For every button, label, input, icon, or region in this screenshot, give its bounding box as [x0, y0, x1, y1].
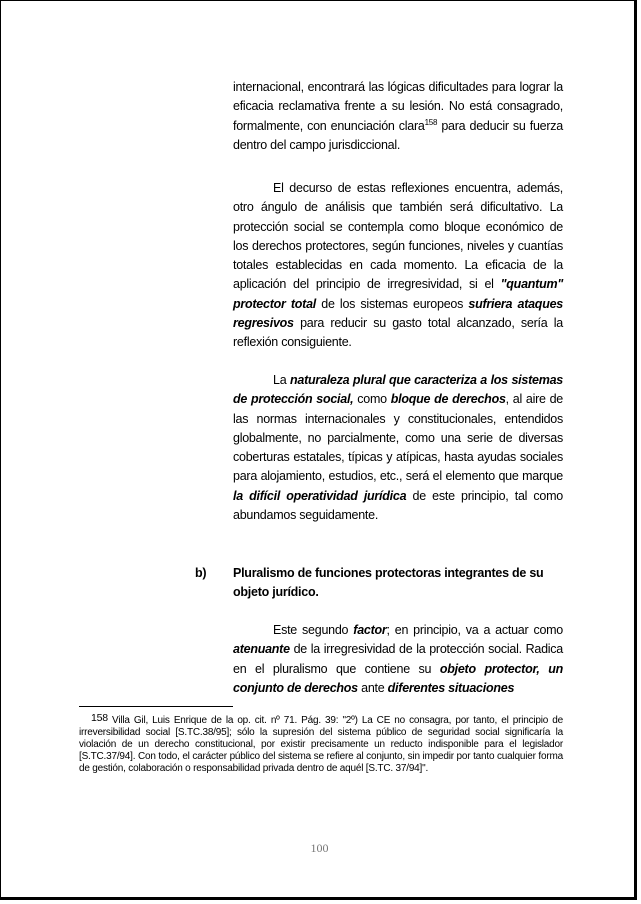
paragraph-2-text-c: para reducir su gasto total alcanzado, sería la reflexión consiguiente.	[233, 316, 563, 350]
footnote-text: Villa Gil, Luis Enrique de la op. cit. nº 71. Pág. 39: "2º) La CE no consagra, por tanto, el principio de irreversibilidad social [S.TC.38/95]; sólo la supresión del sistema público de seguridad social significaría la violación de un derecho constitucional, por existir precisamente un reducto indisponible para el legislador [S.TC.37/94]. Con todo, el carácter público del sistema se refiere al conjunto, sin impedir por tanto cualquier forma de gestión, colaboración o responsabilidad privada dentro de aquél [S.TC. 37/94]".	[79, 715, 563, 774]
paragraph-1-text-b: para deducir su fuerza dentro del campo jurisdiccional.	[233, 118, 563, 152]
paragraph-4	[233, 621, 563, 698]
paragraph-2	[233, 179, 563, 353]
paragraph-3-text-c: , al aire de las normas internacionales y constitucionales, entendidos globalmente, no parcialmente, como una serie de diversas coberturas estatales, típicas y atípicas, hasta ayudas sociales para alojamiento, estudios, etc., será el elemento que marque	[233, 392, 564, 484]
paragraph-4-text-b: ; en principio, va a actuar como	[386, 623, 564, 637]
section-marker: b)	[195, 566, 207, 580]
paragraph-4-emphasis-d: diferentes situaciones	[387, 680, 515, 695]
footnote	[79, 712, 563, 775]
paragraph-2-emphasis-a: "quantum" protector total	[233, 277, 563, 311]
paragraph-2-text-a: El decurso de estas reflexiones encuentra, además, otro ángulo de análisis que también será dificultativo. La protección social se contempla como bloque económico de los derechos protectores, según funciones, niveles y cuantías totales establecidas en cada momento. La eficacia de la aplicación del principio de irregresividad, si el	[233, 181, 563, 292]
paragraph-3-emphasis-a: naturaleza plural que caracteriza a los sistemas de protección social,	[233, 373, 563, 407]
paragraph-3-text-b: como	[353, 392, 391, 407]
paragraph-2-emphasis-b: sufriera ataques regresivos	[233, 296, 563, 331]
paragraph-4-emphasis-a: factor	[353, 623, 387, 637]
section-title: Pluralismo de funciones protectoras integrantes de su objeto jurídico.	[233, 566, 544, 600]
paragraph-3-emphasis-c: la difícil operatividad jurídica	[233, 488, 407, 503]
paragraph-3-emphasis-b: bloque de derechos	[390, 392, 506, 407]
paragraph-1-text-a: internacional, encontrará las lógicas dificultades para lograr la eficacia reclamativa frente a su lesión. No está consagrado, formalmente, con enunciación clara	[233, 80, 563, 133]
paragraph-1	[233, 78, 563, 155]
paragraph-3-text-d: de este principio, tal como abundamos seguidamente.	[233, 488, 563, 523]
footnote-reference[interactable]: 158	[424, 117, 438, 127]
paragraph-3-text-a: La	[273, 373, 290, 387]
page-number: 100	[310, 841, 329, 855]
paragraph-4-text-a: Este segundo	[273, 623, 354, 637]
paragraph-4-text-c: de la irregresividad de la protección social. Radica en el pluralismo que contiene su	[233, 642, 563, 676]
paragraph-4-emphasis-c: objeto protector, un conjunto de derechos	[233, 661, 563, 695]
paragraph-4-text-d: ante	[357, 680, 388, 695]
footnote-number: 158	[91, 712, 108, 724]
paragraph-2-text-b: de los sistemas europeos	[316, 296, 469, 311]
paragraph-4-emphasis-b: atenuante	[233, 642, 290, 657]
paragraph-3	[233, 371, 563, 525]
footnote-separator	[79, 706, 233, 707]
